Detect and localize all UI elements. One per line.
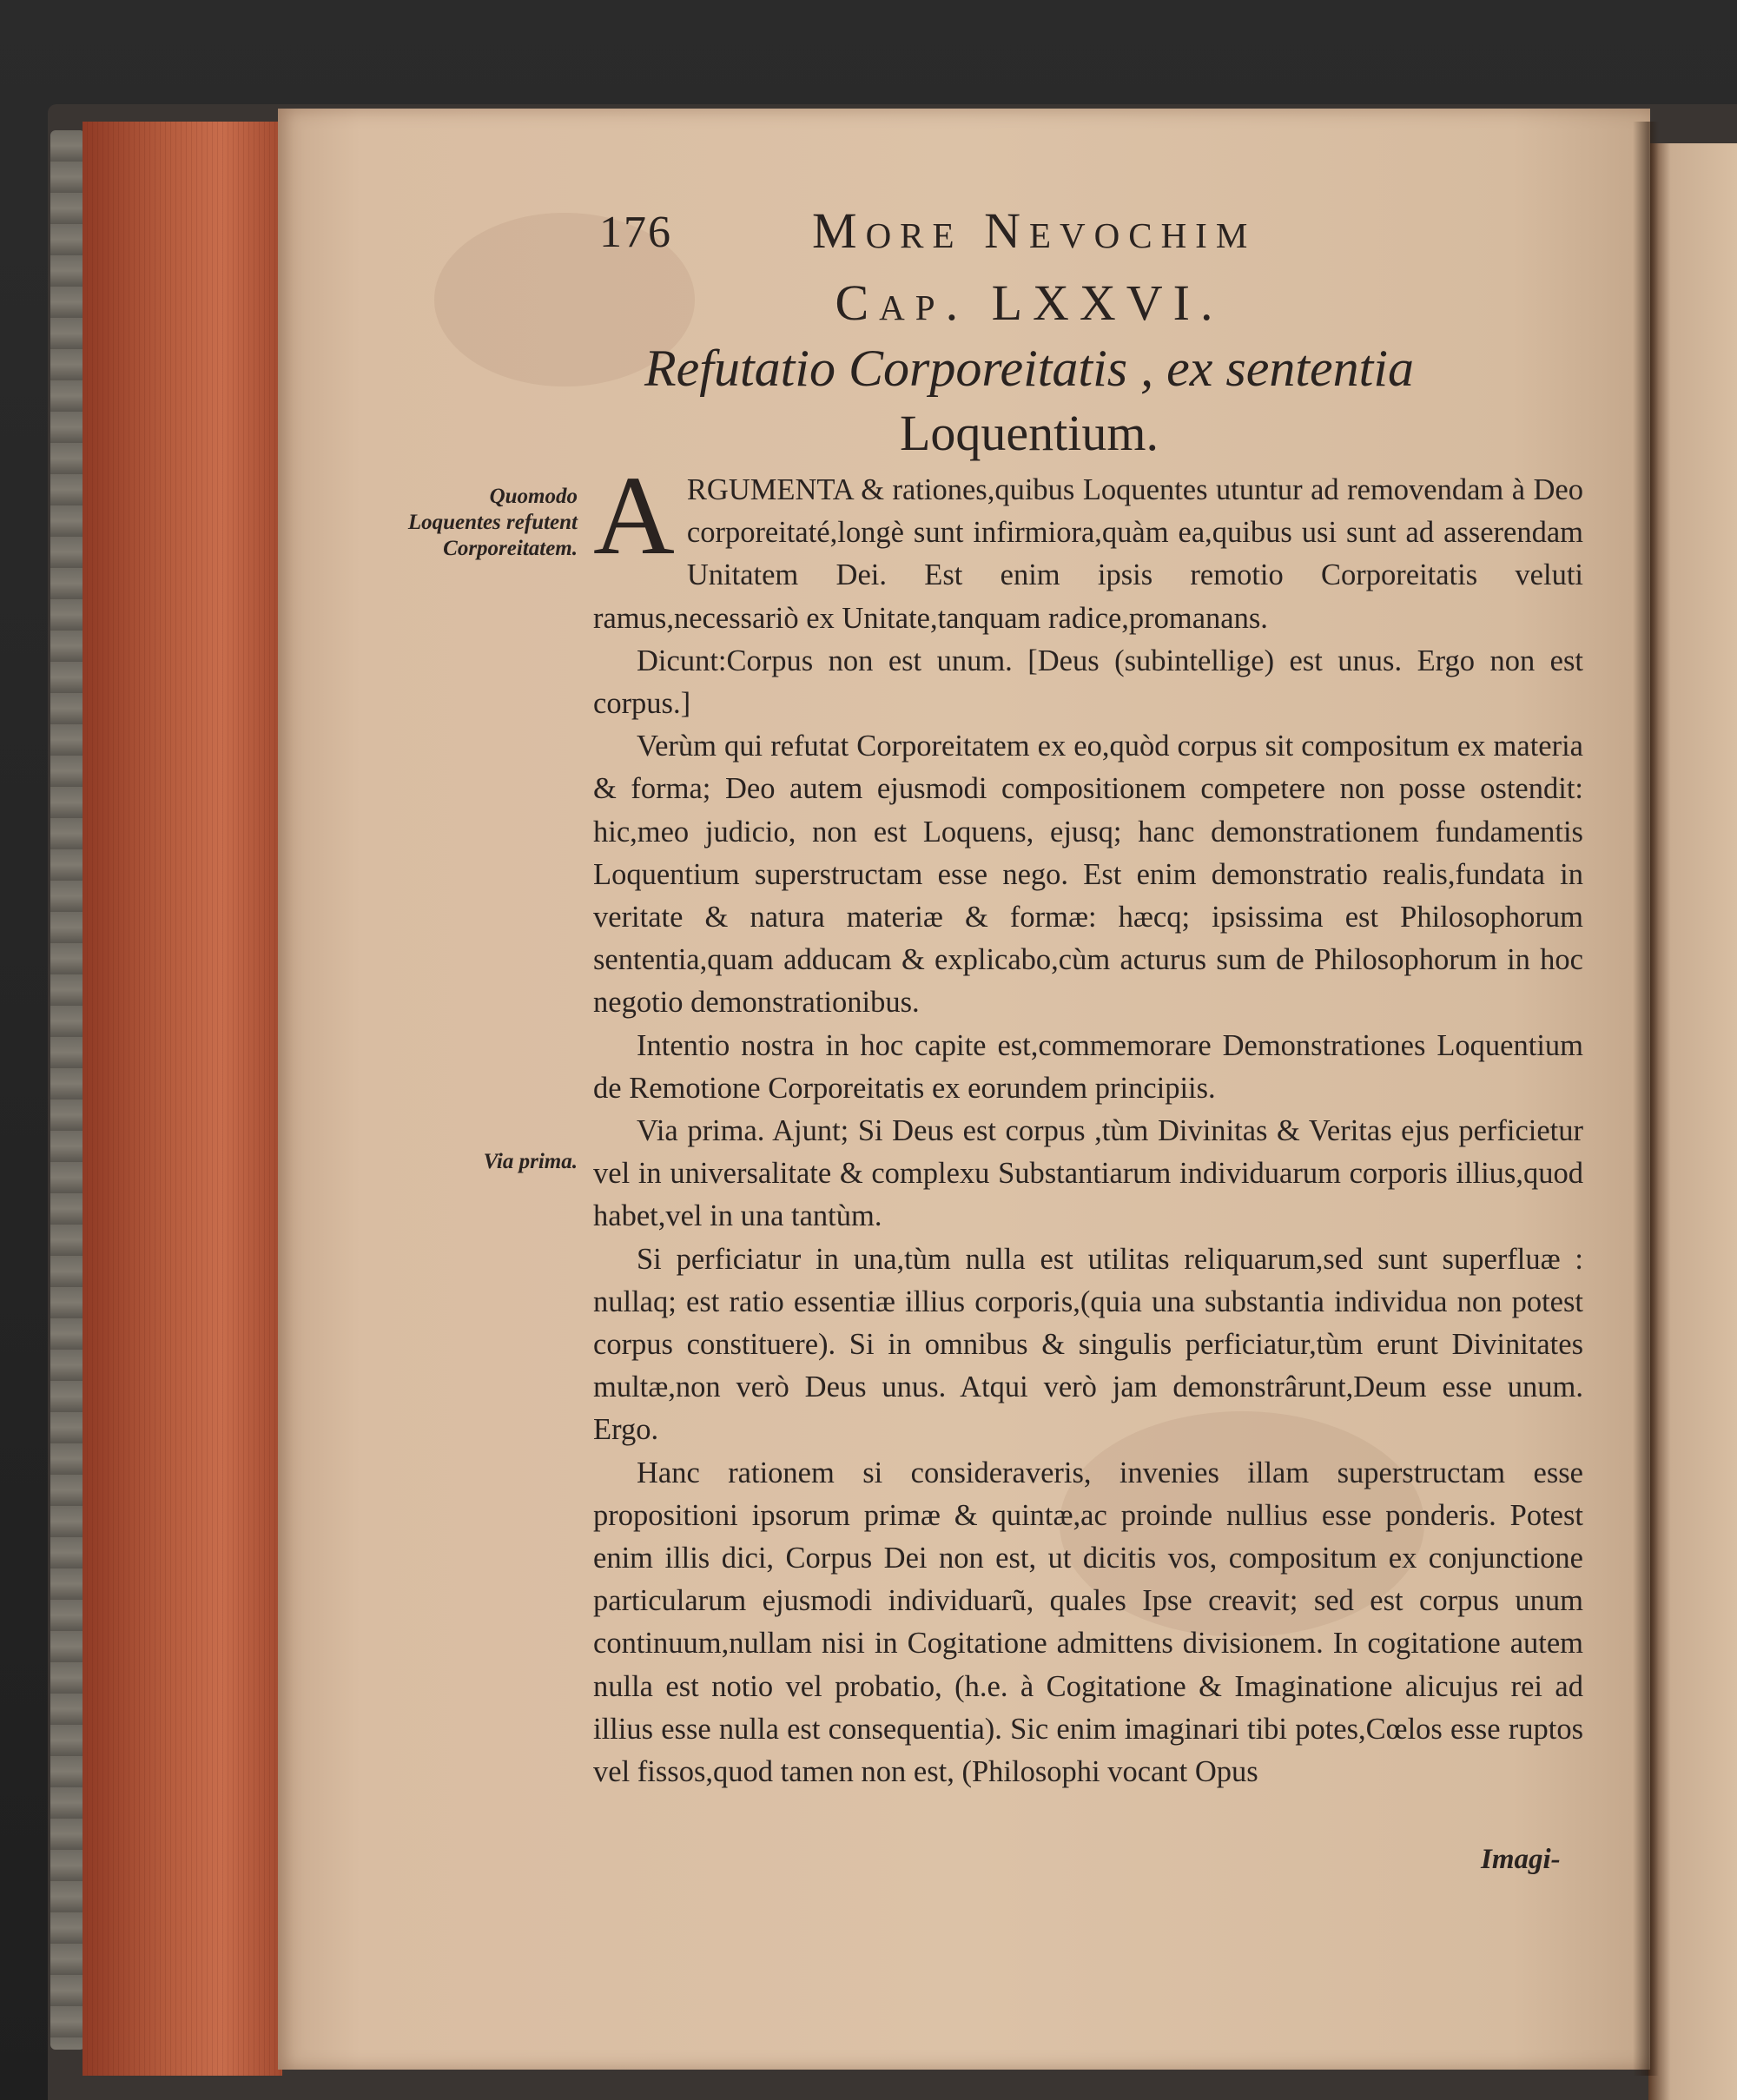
chapter-number: Cap. LXXVI. <box>835 274 1224 331</box>
chapter-title-continued: Loquentium. <box>899 405 1159 461</box>
drop-cap: A <box>593 453 675 578</box>
paragraph: Si perficiatur in una,tùm nulla est utilitas reliquarum,sed sunt superfluæ : nullaq; est ratio essentiæ illius corporis,(quia una substantia individua non potest corpus constituere). Si in omnibus & singulis perficiatur,tùm erunt Divinitates multæ,non verò Deus unus. Atqui verò jam demonstrârunt,Deum esse unum. Ergo. <box>593 1242 1583 1447</box>
paragraph: Dicunt:Corpus non est unum. [Deus (subintellige) est unus. Ergo non est corpus.] <box>593 644 1583 721</box>
margin-note-quomodo: Quomodo Loquentes refutent Corporeitatem. <box>407 485 578 560</box>
chapter-title: Refutatio Corporeitatis , ex sententia <box>644 340 1414 397</box>
paragraph <box>593 453 1583 640</box>
paragraph: Intentio nostra in hoc capite est,commemorare Demonstrationes Loquentium de Remotione Corporeitatis ex eorundem principiis. <box>593 1028 1583 1105</box>
paragraph-text: RGUMENTA & rationes,quibus Loquentes utuntur ad removendam à Deo corporeitaté,longè sunt infirmiora,quàm ea,quibus usi sunt ad asserendam Unitatem Dei. Est enim ipsis remotio Corporeitatis veluti ramus,necessariò ex Unitate,tanquam radice,promanans. <box>593 473 1583 635</box>
body-text <box>593 453 1583 1793</box>
paragraph: Via prima. Ajunt; Si Deus est corpus ,tùm Divinitas & Veritas ejus perficietur vel in universalitate & complexu Substantiarum individuarum corporis illius,quod habet,vel in una tantùm. <box>593 1114 1583 1233</box>
catchword: Imagi- <box>1481 1844 1561 1875</box>
paragraph: Verùm qui refutat Corporeitatem ex eo,quòd corpus sit compositum ex materia & forma; Deo autem ejusmodi compositionem competere non posse ostendit: hic,meo judicio, non est Loquens, ejusq; hanc demonstrationem fundamentis Loquentium superstructam esse nego. Est enim demonstratio realis,fundata in veritate & natura materiæ & formæ: hæcq; ipsissima est Philosophorum sententia,quam adducam & explicabo,cùm acturus sum de Philosophorum in hoc negotio demonstrationibus. <box>593 730 1583 1020</box>
paragraph: Hanc rationem si consideraveris, invenies illam superstructam esse propositioni ipsorum primæ & quintæ,ac proinde nullius esse ponderis. Potest enim illis dici, Corpus Dei non est, ut dicitis vos, compositum ex conjunctione particularum ejusmodi individuarũ, quales Ipse creavit; sed est corpus unum continuum,nullam nisi in Cogitatione admittens divisionem. In cogitatione autem nulla est notio vel probatio, (h.e. à Cogitatione & Imaginatione alicujus rei ad illius esse nulla est consequentia). Sic enim imaginari tibi potes,Cœlos esse ruptos vel fissos,quod tamen non est, (Philosophi vocant Opus <box>593 1456 1583 1789</box>
margin-note-via-prima: Via prima. <box>483 1150 578 1173</box>
page-number: 176 <box>599 208 672 257</box>
running-title: More Nevochim <box>812 202 1257 259</box>
